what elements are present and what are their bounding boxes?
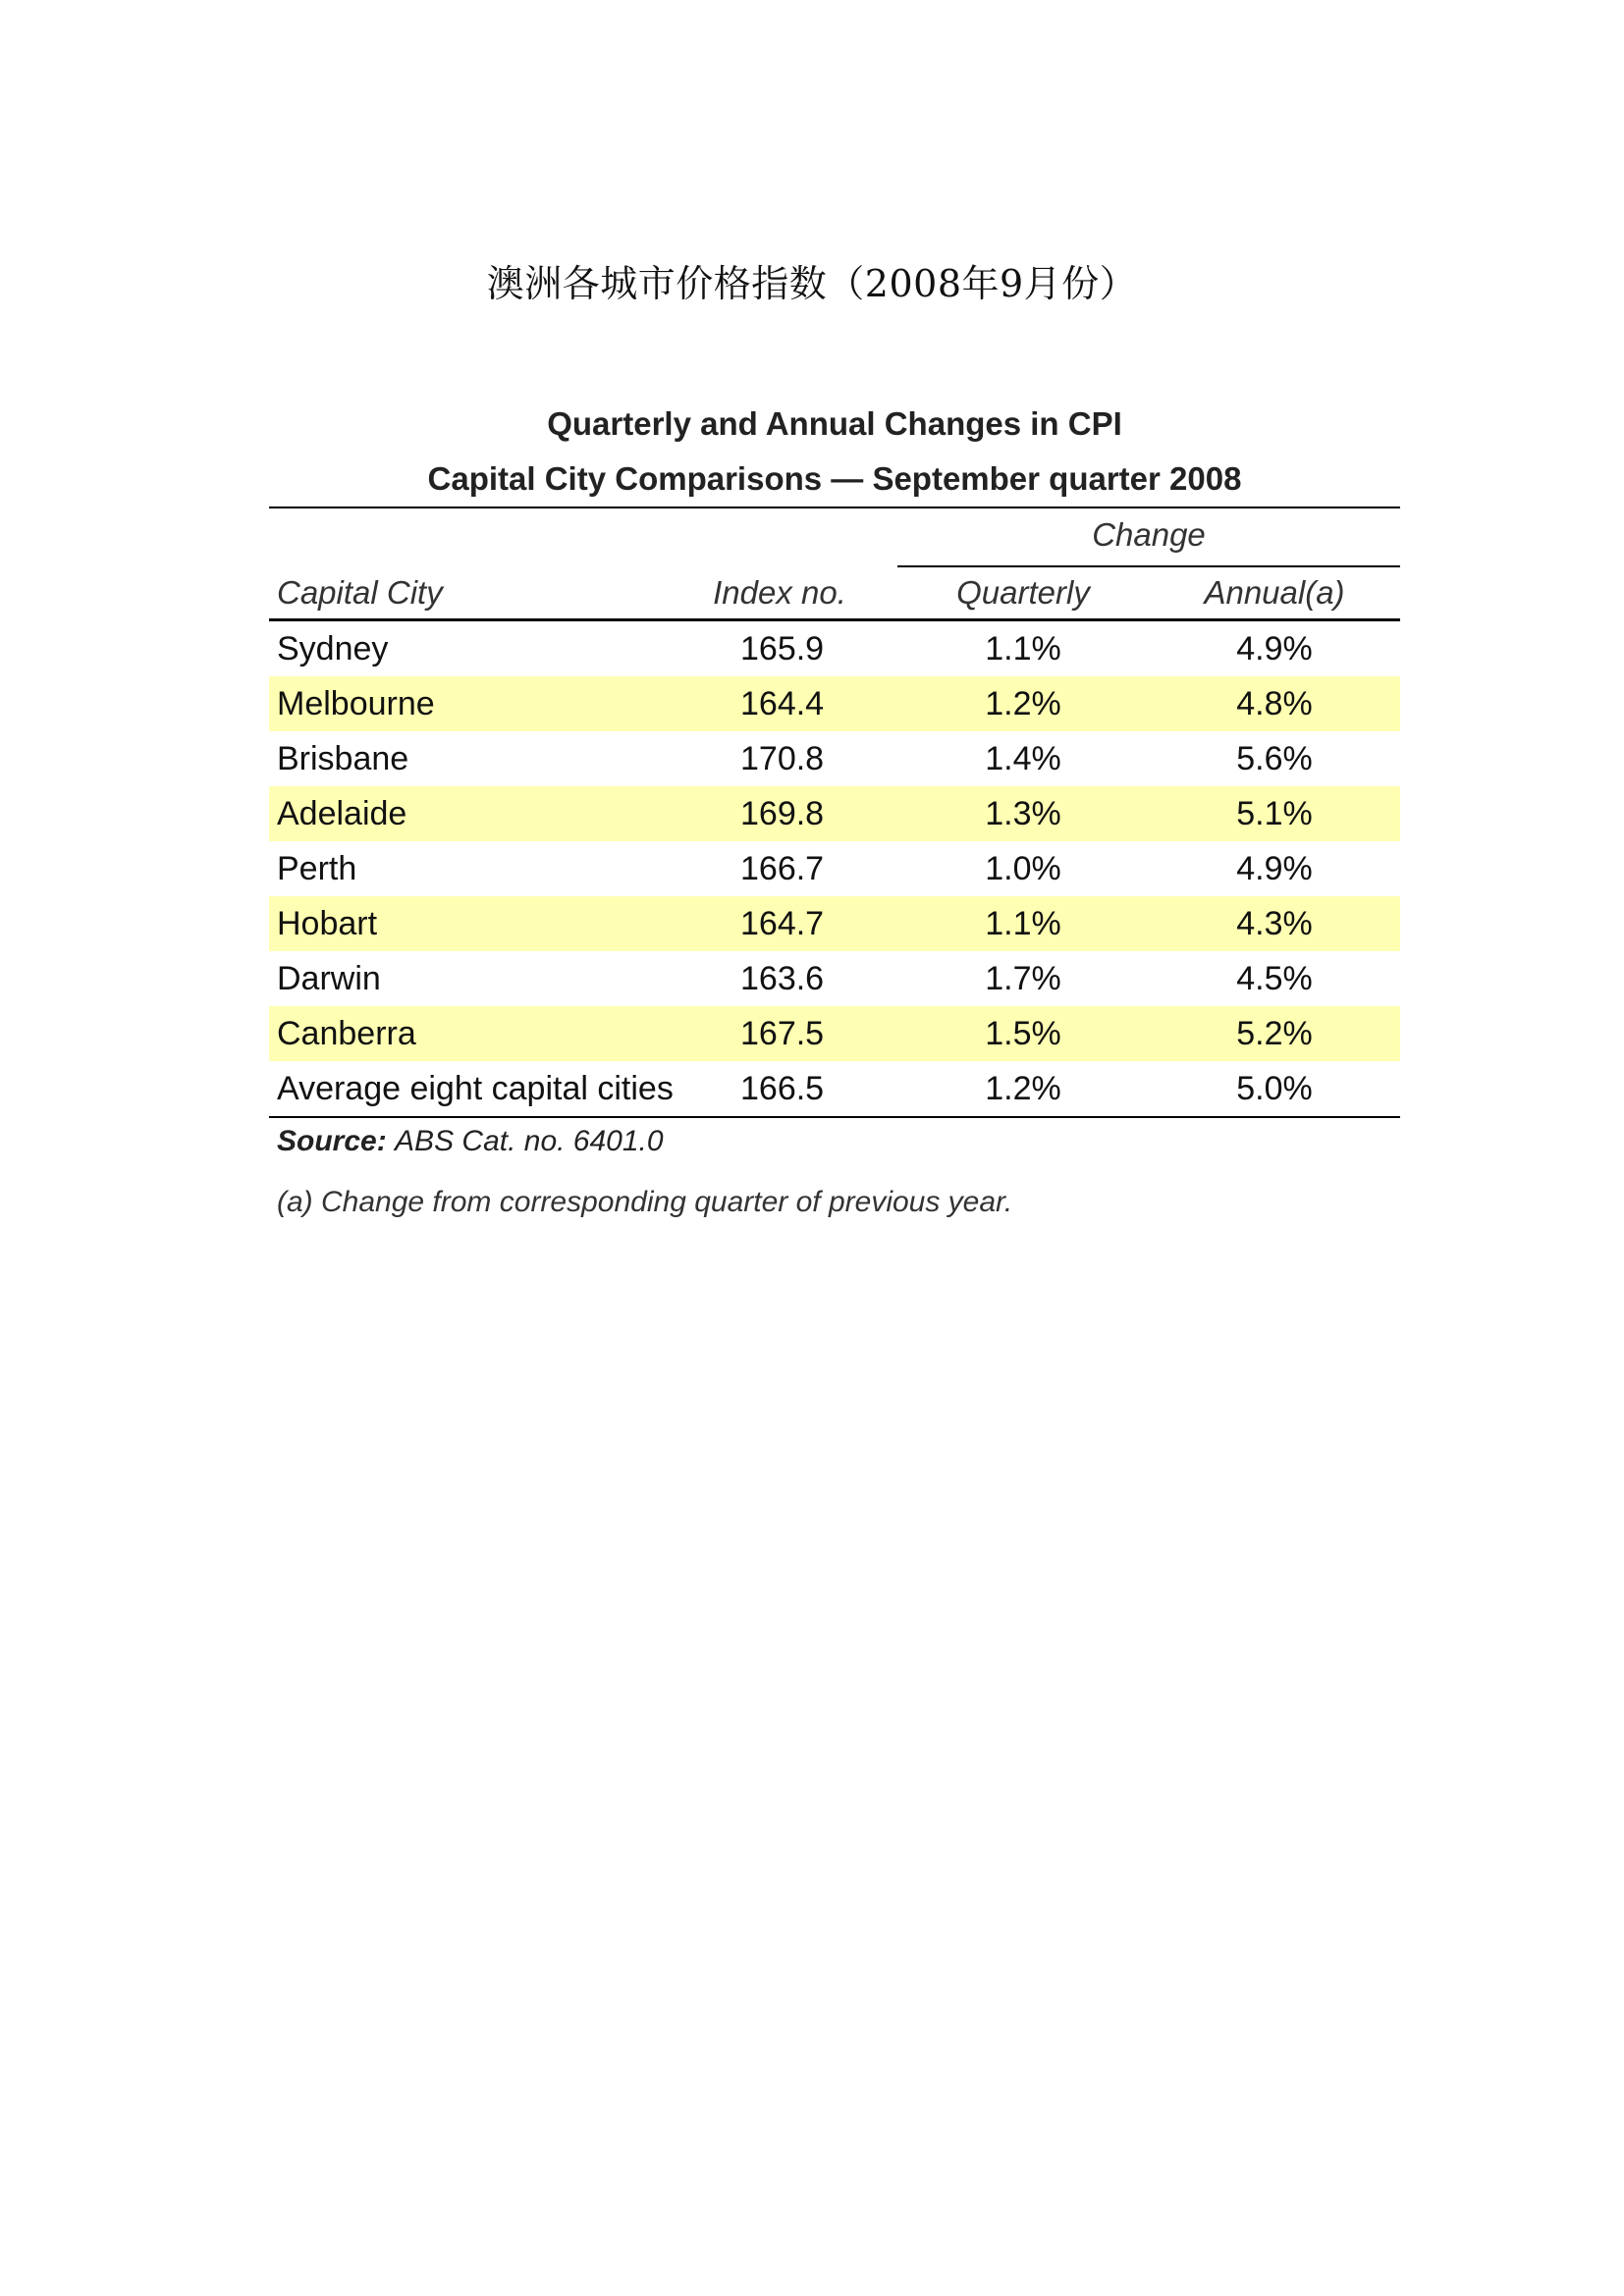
footnote: (a) Change from corresponding quarter of previous year. [277, 1186, 1013, 1218]
annual-cell: 4.5% [1236, 960, 1313, 997]
city-cell: Perth [277, 850, 357, 887]
index-cell: 164.4 [740, 685, 825, 722]
quarterly-cell: 1.4% [985, 740, 1061, 777]
source-note [269, 1120, 1400, 1163]
quarterly-cell: 1.2% [985, 1070, 1061, 1107]
document-title: 澳洲各城市价格指数（2008年9月份） [486, 262, 1138, 305]
change-group-header [269, 508, 1400, 567]
table-row [269, 841, 1400, 896]
index-cell: 165.9 [740, 630, 825, 667]
cpi-table [269, 397, 1400, 1224]
city-cell: Melbourne [277, 685, 435, 722]
index-cell: 170.8 [740, 740, 825, 777]
index-cell: 166.5 [740, 1070, 825, 1107]
city-cell: Canberra [277, 1015, 416, 1052]
city-cell: Hobart [277, 905, 378, 942]
quarterly-cell: 1.1% [985, 905, 1061, 942]
annual-cell: 4.9% [1236, 850, 1313, 887]
table-body [269, 621, 1400, 1116]
annual-cell: 5.1% [1236, 795, 1313, 832]
column-header-city: Capital City [277, 574, 443, 611]
city-cell: Brisbane [277, 740, 409, 777]
table-row [269, 621, 1400, 676]
quarterly-cell: 1.5% [985, 1015, 1061, 1052]
annual-cell: 5.6% [1236, 740, 1313, 777]
table-subtitle: Capital City Comparisons — September quarter 2008 [427, 460, 1242, 497]
table-row [269, 951, 1400, 1006]
city-cell: Sydney [277, 630, 389, 667]
quarterly-cell: 1.0% [985, 850, 1061, 887]
column-header-index: Index no. [713, 574, 846, 611]
source-label: Source: [277, 1125, 387, 1157]
annual-cell: 4.8% [1236, 685, 1313, 722]
city-cell: Darwin [277, 960, 381, 997]
annual-cell: 5.0% [1236, 1070, 1313, 1107]
city-cell: Average eight capital cities [277, 1070, 674, 1107]
quarterly-cell: 1.7% [985, 960, 1061, 997]
column-header-quarterly: Quarterly [956, 574, 1090, 611]
quarterly-cell: 1.2% [985, 685, 1061, 722]
index-cell: 163.6 [740, 960, 825, 997]
annual-cell: 4.9% [1236, 630, 1313, 667]
table-row [269, 731, 1400, 786]
index-cell: 164.7 [740, 905, 825, 942]
table-row [269, 896, 1400, 951]
table-row [269, 676, 1400, 731]
column-header-annual: Annual(a) [1204, 574, 1345, 611]
source-text: ABS Cat. no. 6401.0 [395, 1125, 664, 1157]
table-row [269, 1061, 1400, 1116]
annual-cell: 4.3% [1236, 905, 1313, 942]
change-group-label: Change [1092, 516, 1206, 553]
quarterly-cell: 1.3% [985, 795, 1061, 832]
bottom-rule [269, 1116, 1400, 1118]
index-cell: 169.8 [740, 795, 825, 832]
index-cell: 166.7 [740, 850, 825, 887]
table-row [269, 786, 1400, 841]
annual-cell: 5.2% [1236, 1015, 1313, 1052]
city-cell: Adelaide [277, 795, 407, 832]
table-title: Quarterly and Annual Changes in CPI [547, 405, 1122, 442]
column-header-row [269, 567, 1400, 618]
table-row [269, 1006, 1400, 1061]
quarterly-cell: 1.1% [985, 630, 1061, 667]
index-cell: 167.5 [740, 1015, 825, 1052]
